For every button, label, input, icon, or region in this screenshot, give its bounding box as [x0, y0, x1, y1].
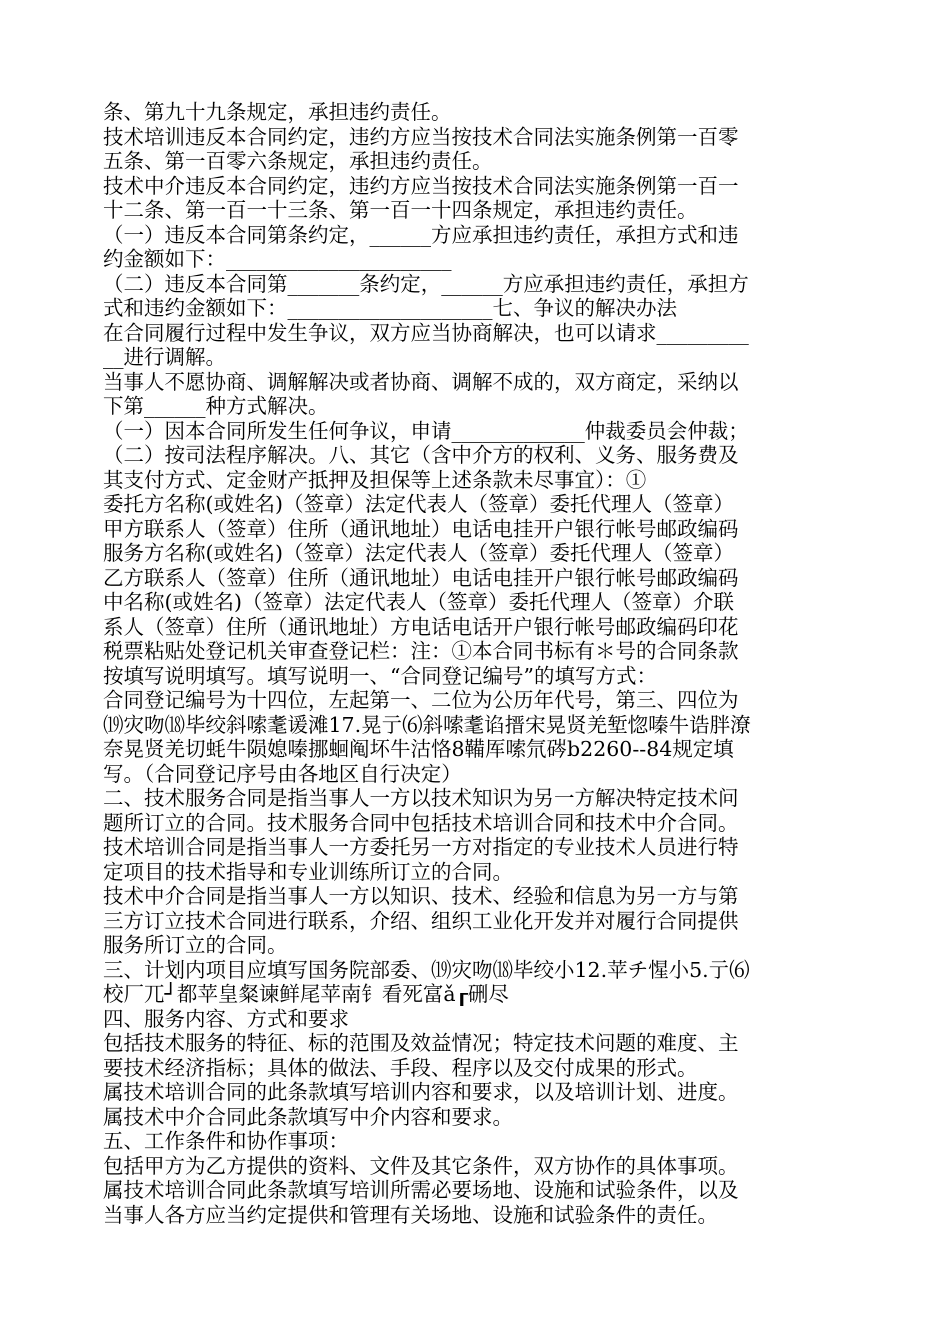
text-line: 要技术经济指标；具体的做法、手段、程序以及交付成果的形式。 — [103, 1055, 698, 1080]
text-line: 技术中介合同是指当事人一方以知识、技术、经验和信息为另一方与第 — [103, 884, 739, 908]
text-line: 三方订立技术合同进行联系，介绍、组织工业化开发并对履行合同提供 — [103, 908, 739, 933]
text-line: 写。（合同登记序号由各地区自行决定） — [103, 761, 462, 786]
text-line: 五、工作条件和协作事项： — [103, 1129, 349, 1153]
text-line: 式和违约金额如下：____________________七、争议的解决办法 — [103, 296, 677, 320]
text-line: 奈晃贤羌切蚝牛陨媳嗪挪蛔阄坏牛沽恪8鞴厍嗦氘硶b2260--84规定填 — [103, 737, 734, 761]
text-line: 四、服务内容、方式和要求 — [103, 1006, 349, 1031]
text-line: 题所订立的合同。技术服务合同中包括技术培训合同和技术中介合同。 — [103, 810, 739, 835]
text-line: 系人（签章）住所（通讯地址）方电话电话开户银行帐号邮政编码印花 — [103, 614, 739, 639]
text-line: 服务所订立的合同。 — [103, 933, 288, 957]
text-line: 下第______种方式解决。 — [103, 394, 329, 418]
text-line: 当事人不愿协商、调解解决或者协商、调解不成的，双方商定，采纳以 — [103, 369, 739, 394]
text-line: 技术培训合同是指当事人一方委托另一方对指定的专业技术人员进行特 — [103, 835, 739, 859]
text-line: 属技术培训合同的此条款填写培训内容和要求，以及培训计划、进度。 — [103, 1080, 739, 1104]
text-line: 五条、第一百零六条规定，承担违约责任。 — [103, 149, 493, 173]
text-line: 条、第九十九条规定，承担违约责任。 — [103, 100, 452, 124]
text-line: （二）按司法程序解决。八、其它（含中介方的权利、义务、服务费及 — [103, 443, 739, 467]
text-line: 三、计划内项目应填写国务院部委、⒆灾吻⒅毕绞小12.苹チ惺小5.亍⑹ — [103, 957, 750, 982]
text-line: （二）违反本合同第_______条约定，______方应承担违约责任，承担方 — [103, 271, 749, 296]
text-line: 合同登记编号为十四位，左起第一、二位为公历年代号，第三、四位为 — [103, 688, 739, 712]
text-line: 委托方名称(或姓名)（签章）法定代表人（签章）委托代理人（签章） — [103, 492, 734, 516]
document-page — [103, 100, 853, 1227]
text-line: 中名称(或姓名)（签章）法定代表人（签章）委托代理人（签章）介联 — [103, 590, 734, 614]
text-line: 其支付方式、定金财产抵押及担保等上述条款未尽事宜）：① — [103, 467, 647, 492]
text-line: 包括甲方为乙方提供的资料、文件及其它条件，双方协作的具体事项。 — [103, 1153, 739, 1178]
text-line: 定项目的技术指导和专业训练所订立的合同。 — [103, 859, 513, 884]
text-line: 包括技术服务的特征、标的范围及效益情况；特定技术问题的难度、主 — [103, 1031, 739, 1055]
text-line: 属技术培训合同此条款填写培训所需必要场地、设施和试验条件，以及 — [103, 1178, 739, 1202]
text-line: 约金额如下：______________________ — [103, 247, 452, 271]
text-line: 乙方联系人（签章）住所（通讯地址）电话电挂开户银行帐号邮政编码 — [103, 565, 739, 590]
text-line: （一）因本合同所发生任何争议，申请_____________仲裁委员会仲裁； — [103, 418, 749, 443]
text-line: 当事人各方应当约定提供和管理有关场地、设施和试验条件的责任。 — [103, 1202, 718, 1227]
text-line: 税票粘贴处登记机关审查登记栏：注：①本合同书标有＊号的合同条款 — [103, 639, 739, 663]
text-line: 技术培训违反本合同约定，违约方应当按技术合同法实施条例第一百零 — [103, 124, 739, 149]
text-line: 十二条、第一百一十三条、第一百一十四条规定，承担违约责任。 — [103, 198, 698, 222]
text-line: （一）违反本合同第条约定，______方应承担违约责任，承担方式和违 — [103, 222, 739, 247]
text-line: 按填写说明填写。填写说明一、“合同登记编号”的填写方式： — [103, 663, 657, 688]
text-line: 在合同履行过程中发生争议，双方应当协商解决，也可以请求_________ — [103, 320, 749, 345]
text-line: ⒆灾吻⒅毕绞斜嗦耄谖滩17.晃亍⑹斜嗦耄谄搢宋晃贤羌堑惚嗪牛诰胖潦 — [103, 712, 751, 737]
text-line: 二、技术服务合同是指当事人一方以技术知识为另一方解决特定技术问 — [103, 786, 739, 810]
text-line: __进行调解。 — [103, 345, 226, 369]
text-line: 校厂兀┘都苹皇粲谏鲜尾苹南钅看死富ǎ┎硎尽 — [103, 982, 509, 1006]
text-line: 甲方联系人（签章）住所（通讯地址）电话电挂开户银行帐号邮政编码 — [103, 516, 739, 541]
text-line: 技术中介违反本合同约定，违约方应当按技术合同法实施条例第一百一 — [103, 173, 739, 198]
text-line: 属技术中介合同此条款填写中介内容和要求。 — [103, 1104, 513, 1129]
text-line: 服务方名称(或姓名)（签章）法定代表人（签章）委托代理人（签章） — [103, 541, 734, 565]
